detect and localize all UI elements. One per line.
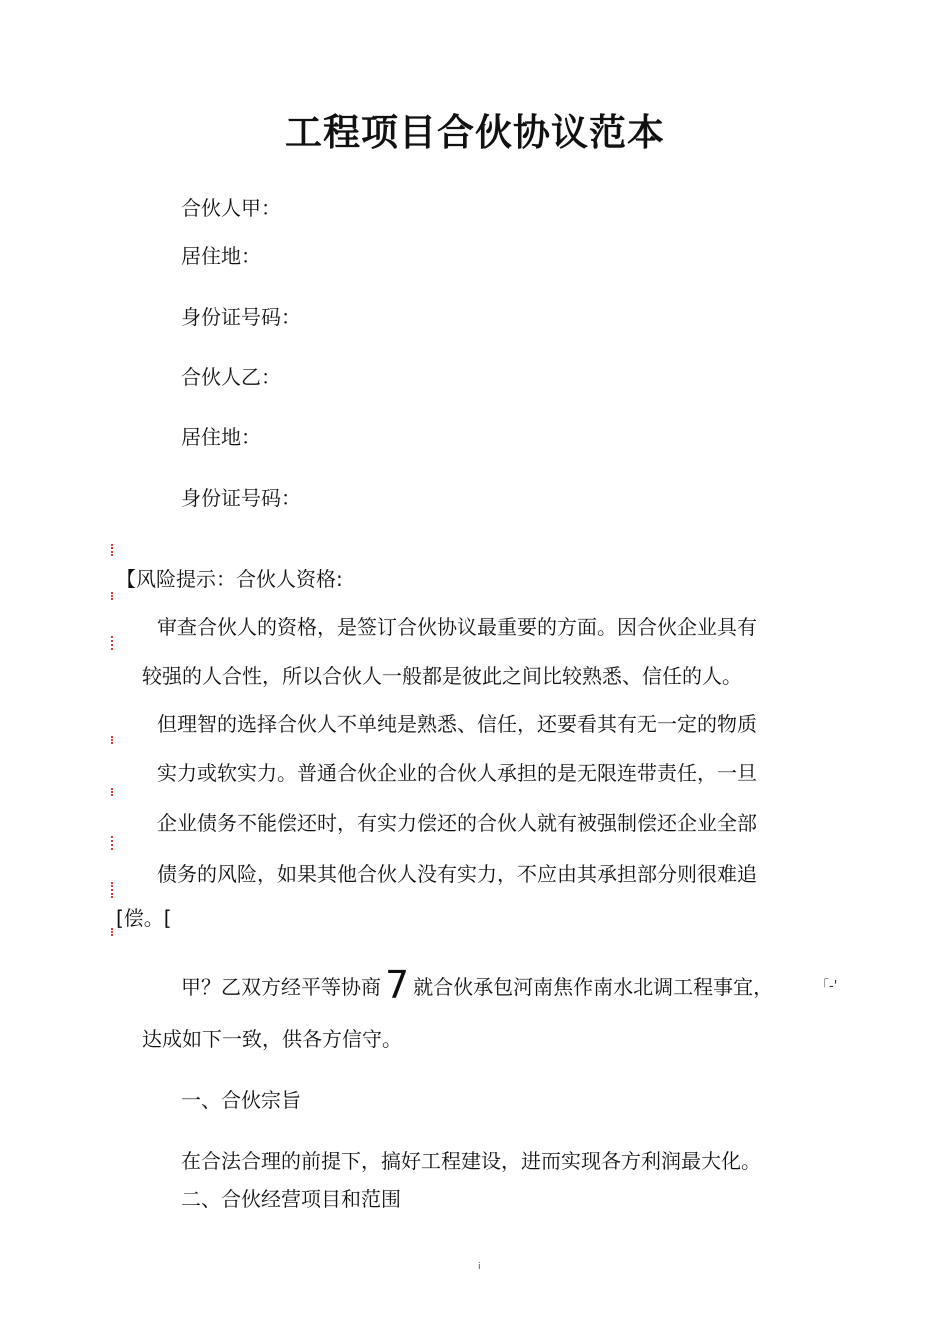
agreement-intro-line2: 达成如下一致，供各方信守。 (142, 1027, 402, 1051)
partner-b-id-label: 身份证号码： (181, 486, 301, 510)
revision-marker (111, 788, 116, 796)
risk-line: 较强的人合性，所以合伙人一般都是彼此之间比较熟悉、信任的人。 (142, 664, 742, 688)
risk-line: [偿。[ (116, 906, 172, 930)
agreement-intro-number: 7 (385, 963, 410, 1007)
partner-a-id-label: 身份证号码： (181, 305, 301, 329)
revision-marker (111, 736, 116, 744)
risk-line: 实力或软实力。普通合伙企业的合伙人承担的是无限连带责任，一旦 (157, 761, 757, 785)
revision-marker (111, 836, 116, 850)
section-heading: 二、合伙经营项目和范围 (181, 1187, 401, 1211)
revision-marker (111, 592, 116, 600)
agreement-intro-part1: 甲？乙双方经平等协商 (181, 975, 381, 999)
risk-heading: 【风险提示：合伙人资格: (116, 567, 343, 591)
partner-b-name-label: 合伙人乙： (181, 365, 281, 389)
partner-a-name-label: 合伙人甲： (181, 196, 281, 220)
agreement-intro-mark: 「-' (816, 979, 838, 994)
partner-a-address-label: 居住地： (181, 244, 261, 268)
page-number: i (478, 1262, 481, 1272)
revision-marker (111, 636, 116, 650)
section-text: 在合法合理的前提下，搞好工程建设，进而实现各方利润最大化。 (181, 1149, 761, 1173)
partner-b-address-label: 居住地： (181, 425, 261, 449)
risk-line: 但理智的选择合伙人不单纯是熟悉、信任，还要看其有无一定的物质 (157, 712, 757, 736)
document-title: 工程项目合伙协议范本 (285, 111, 665, 154)
risk-line: 企业债务不能偿还时，有实力偿还的合伙人就有被强制偿还企业全部 (157, 811, 757, 835)
agreement-intro (181, 963, 774, 1007)
revision-marker (111, 882, 116, 898)
agreement-intro-part2: 就合伙承包河南焦作南水北调工程事宜， (413, 975, 774, 999)
risk-line: 债务的风险，如果其他合伙人没有实力，不应由其承担部分则很难追 (157, 862, 757, 886)
section-heading: 一、合伙宗旨 (181, 1088, 301, 1112)
risk-line: 审查合伙人的资格，是签订合伙协议最重要的方面。因合伙企业具有 (157, 615, 757, 639)
revision-marker (111, 544, 116, 556)
